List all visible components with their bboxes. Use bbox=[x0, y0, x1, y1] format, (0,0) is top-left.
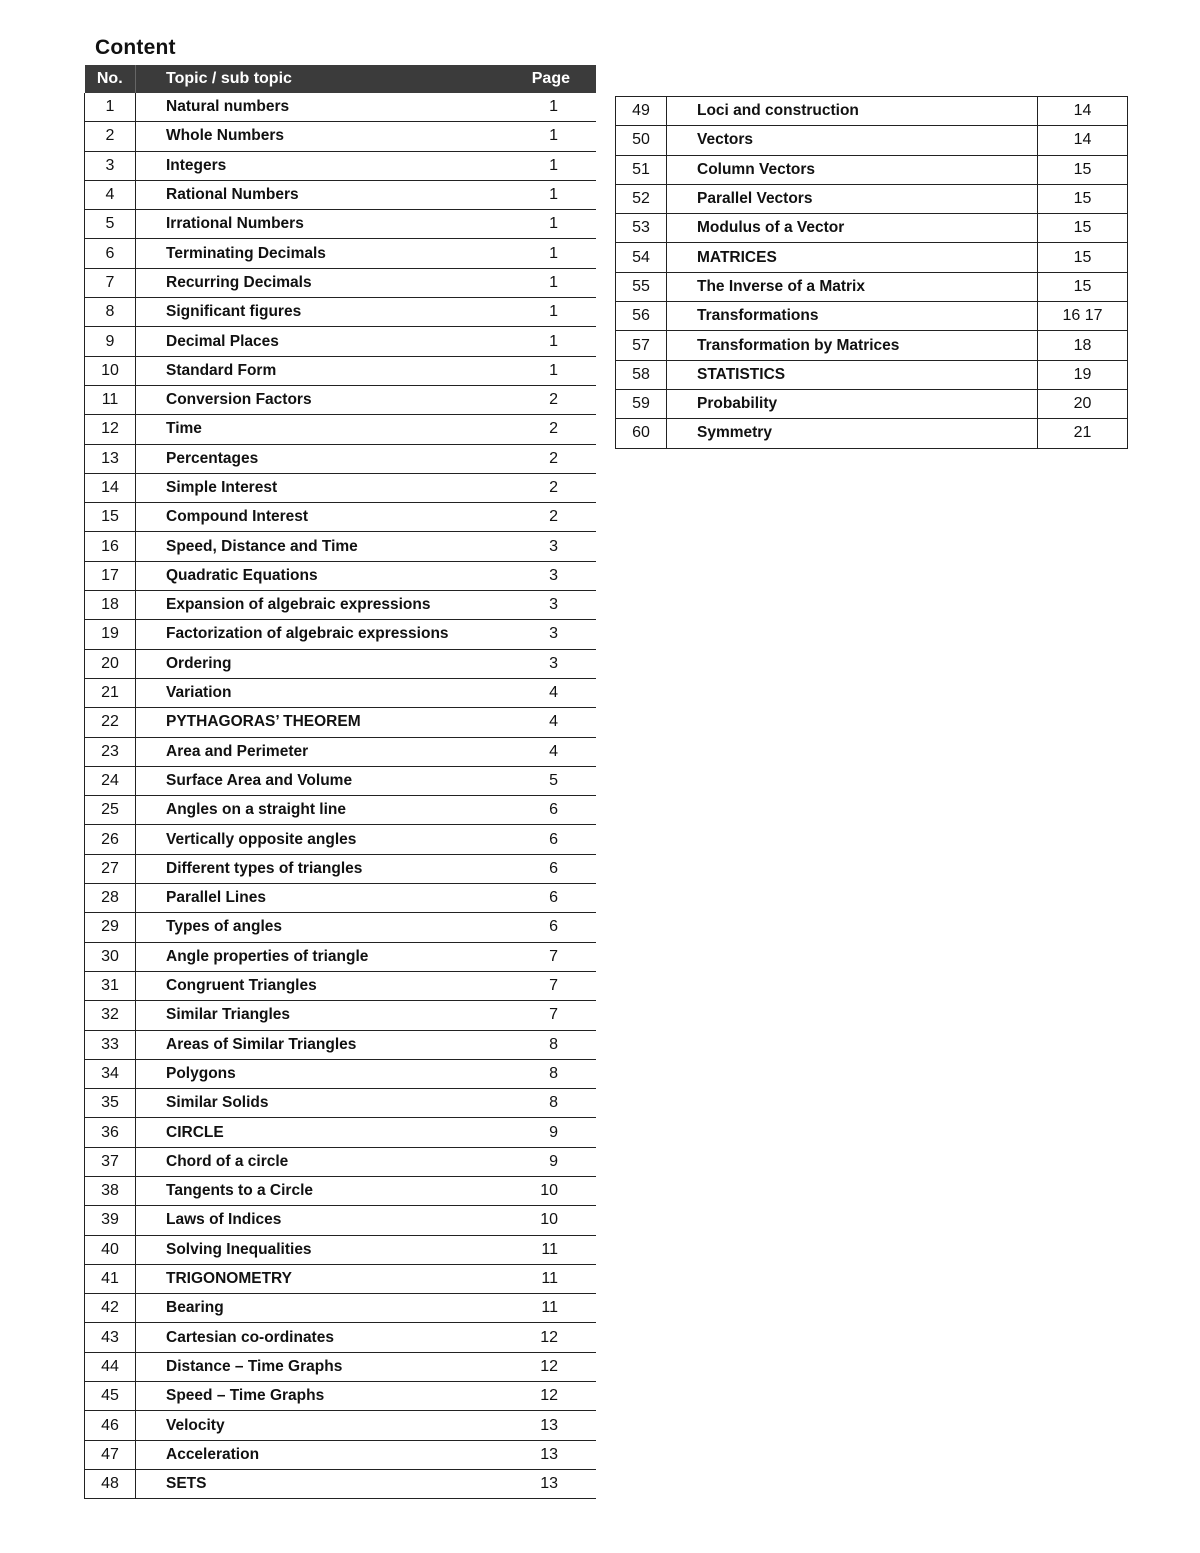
row-topic: Similar Solids bbox=[136, 1089, 487, 1118]
row-page: 1 bbox=[486, 298, 596, 327]
row-number: 25 bbox=[85, 796, 136, 825]
row-topic: Acceleration bbox=[136, 1440, 487, 1469]
row-page: 9 bbox=[486, 1147, 596, 1176]
table-row bbox=[85, 1001, 597, 1030]
row-page: 1 bbox=[486, 356, 596, 385]
row-page: 11 bbox=[486, 1294, 596, 1323]
table-row bbox=[616, 184, 1128, 213]
table-row bbox=[85, 825, 597, 854]
row-topic: Transformations bbox=[667, 302, 1038, 331]
table-row bbox=[85, 93, 597, 122]
row-number: 4 bbox=[85, 180, 136, 209]
row-topic: Symmetry bbox=[667, 419, 1038, 448]
row-number: 50 bbox=[616, 126, 667, 155]
table-row bbox=[85, 884, 597, 913]
row-number: 24 bbox=[85, 766, 136, 795]
row-number: 31 bbox=[85, 971, 136, 1000]
row-page: 15 bbox=[1038, 155, 1128, 184]
row-number: 23 bbox=[85, 737, 136, 766]
row-topic: Expansion of algebraic expressions bbox=[136, 591, 487, 620]
row-page: 15 bbox=[1038, 272, 1128, 301]
row-page: 8 bbox=[486, 1089, 596, 1118]
row-page: 6 bbox=[486, 913, 596, 942]
row-topic: Variation bbox=[136, 678, 487, 707]
row-topic: Natural numbers bbox=[136, 93, 487, 122]
table-row bbox=[85, 1030, 597, 1059]
row-number: 53 bbox=[616, 214, 667, 243]
row-topic: Transformation by Matrices bbox=[667, 331, 1038, 360]
row-topic: Ordering bbox=[136, 649, 487, 678]
row-number: 41 bbox=[85, 1264, 136, 1293]
row-topic: Simple Interest bbox=[136, 473, 487, 502]
row-page: 1 bbox=[486, 210, 596, 239]
row-page: 5 bbox=[486, 766, 596, 795]
row-number: 49 bbox=[616, 97, 667, 126]
row-number: 57 bbox=[616, 331, 667, 360]
row-number: 18 bbox=[85, 591, 136, 620]
table-row bbox=[616, 272, 1128, 301]
table-row bbox=[85, 122, 597, 151]
row-page: 1 bbox=[486, 151, 596, 180]
row-page: 1 bbox=[486, 93, 596, 122]
row-number: 43 bbox=[85, 1323, 136, 1352]
row-topic: Solving Inequalities bbox=[136, 1235, 487, 1264]
header-topic: Topic / sub topic bbox=[136, 65, 487, 93]
table-row bbox=[85, 1382, 597, 1411]
row-topic: Irrational Numbers bbox=[136, 210, 487, 239]
row-page: 6 bbox=[486, 854, 596, 883]
row-number: 22 bbox=[85, 708, 136, 737]
row-topic: Parallel Lines bbox=[136, 884, 487, 913]
table-row bbox=[85, 327, 597, 356]
row-page: 12 bbox=[486, 1352, 596, 1381]
table-row bbox=[85, 239, 597, 268]
row-page: 1 bbox=[486, 122, 596, 151]
row-page: 15 bbox=[1038, 214, 1128, 243]
row-topic: TRIGONOMETRY bbox=[136, 1264, 487, 1293]
row-number: 28 bbox=[85, 884, 136, 913]
row-number: 56 bbox=[616, 302, 667, 331]
table-row bbox=[85, 444, 597, 473]
table-row bbox=[616, 243, 1128, 272]
row-number: 2 bbox=[85, 122, 136, 151]
row-number: 58 bbox=[616, 360, 667, 389]
contents-table-right bbox=[615, 96, 1128, 449]
row-number: 13 bbox=[85, 444, 136, 473]
row-page: 1 bbox=[486, 180, 596, 209]
table-row bbox=[85, 1089, 597, 1118]
row-topic: Recurring Decimals bbox=[136, 268, 487, 297]
row-topic: Quadratic Equations bbox=[136, 561, 487, 590]
table-row bbox=[85, 1147, 597, 1176]
row-number: 33 bbox=[85, 1030, 136, 1059]
table-row bbox=[85, 1118, 597, 1147]
row-page: 13 bbox=[486, 1411, 596, 1440]
row-page: 19 bbox=[1038, 360, 1128, 389]
row-topic: Laws of Indices bbox=[136, 1206, 487, 1235]
row-page: 15 bbox=[1038, 243, 1128, 272]
table-row bbox=[85, 356, 597, 385]
row-number: 9 bbox=[85, 327, 136, 356]
row-number: 59 bbox=[616, 389, 667, 418]
row-number: 19 bbox=[85, 620, 136, 649]
table-row bbox=[616, 360, 1128, 389]
row-page: 21 bbox=[1038, 419, 1128, 448]
row-page: 1 bbox=[486, 268, 596, 297]
row-topic: Whole Numbers bbox=[136, 122, 487, 151]
row-topic: Areas of Similar Triangles bbox=[136, 1030, 487, 1059]
row-page: 14 bbox=[1038, 97, 1128, 126]
row-number: 60 bbox=[616, 419, 667, 448]
row-topic: Vectors bbox=[667, 126, 1038, 155]
row-topic: Angle properties of triangle bbox=[136, 942, 487, 971]
row-topic: Different types of triangles bbox=[136, 854, 487, 883]
row-topic: Congruent Triangles bbox=[136, 971, 487, 1000]
row-number: 16 bbox=[85, 532, 136, 561]
row-topic: Surface Area and Volume bbox=[136, 766, 487, 795]
contents-table-left bbox=[84, 65, 596, 1499]
table-row bbox=[616, 97, 1128, 126]
row-page: 12 bbox=[486, 1323, 596, 1352]
row-page: 16 17 bbox=[1038, 302, 1128, 331]
row-topic: MATRICES bbox=[667, 243, 1038, 272]
row-page: 15 bbox=[1038, 184, 1128, 213]
row-topic: Tangents to a Circle bbox=[136, 1176, 487, 1205]
row-page: 1 bbox=[486, 327, 596, 356]
table-row bbox=[85, 298, 597, 327]
row-number: 5 bbox=[85, 210, 136, 239]
row-page: 3 bbox=[486, 532, 596, 561]
row-topic: STATISTICS bbox=[667, 360, 1038, 389]
row-number: 38 bbox=[85, 1176, 136, 1205]
table-row bbox=[85, 1206, 597, 1235]
table-row bbox=[85, 1294, 597, 1323]
row-page: 4 bbox=[486, 737, 596, 766]
row-topic: Column Vectors bbox=[667, 155, 1038, 184]
row-topic: Chord of a circle bbox=[136, 1147, 487, 1176]
table-row bbox=[85, 1264, 597, 1293]
row-topic: Factorization of algebraic expressions bbox=[136, 620, 487, 649]
row-topic: Time bbox=[136, 415, 487, 444]
row-number: 51 bbox=[616, 155, 667, 184]
row-topic: Loci and construction bbox=[667, 97, 1038, 126]
table-row bbox=[85, 532, 597, 561]
row-topic: Bearing bbox=[136, 1294, 487, 1323]
row-topic: SETS bbox=[136, 1469, 487, 1498]
table-row bbox=[85, 620, 597, 649]
row-number: 26 bbox=[85, 825, 136, 854]
row-topic: Polygons bbox=[136, 1059, 487, 1088]
table-row bbox=[85, 942, 597, 971]
row-page: 13 bbox=[486, 1469, 596, 1498]
table-row bbox=[616, 302, 1128, 331]
row-number: 37 bbox=[85, 1147, 136, 1176]
row-page: 2 bbox=[486, 444, 596, 473]
row-page: 3 bbox=[486, 591, 596, 620]
table-row bbox=[85, 1469, 597, 1498]
row-page: 11 bbox=[486, 1264, 596, 1293]
table-row bbox=[85, 1440, 597, 1469]
row-topic: Velocity bbox=[136, 1411, 487, 1440]
row-topic: Integers bbox=[136, 151, 487, 180]
row-page: 11 bbox=[486, 1235, 596, 1264]
header-page: Page bbox=[486, 65, 596, 93]
table-row bbox=[616, 419, 1128, 448]
header-no: No. bbox=[85, 65, 136, 93]
row-topic: Conversion Factors bbox=[136, 385, 487, 414]
row-page: 3 bbox=[486, 649, 596, 678]
row-page: 7 bbox=[486, 942, 596, 971]
row-page: 8 bbox=[486, 1030, 596, 1059]
row-page: 4 bbox=[486, 678, 596, 707]
row-number: 3 bbox=[85, 151, 136, 180]
table-row bbox=[85, 268, 597, 297]
row-number: 8 bbox=[85, 298, 136, 327]
page-title: Content bbox=[95, 36, 176, 59]
row-page: 7 bbox=[486, 971, 596, 1000]
row-page: 4 bbox=[486, 708, 596, 737]
row-number: 30 bbox=[85, 942, 136, 971]
table-row bbox=[85, 1235, 597, 1264]
row-page: 18 bbox=[1038, 331, 1128, 360]
row-number: 21 bbox=[85, 678, 136, 707]
row-topic: Speed – Time Graphs bbox=[136, 1382, 487, 1411]
row-number: 7 bbox=[85, 268, 136, 297]
row-number: 6 bbox=[85, 239, 136, 268]
row-page: 2 bbox=[486, 503, 596, 532]
row-number: 17 bbox=[85, 561, 136, 590]
table-row bbox=[85, 561, 597, 590]
table-row bbox=[85, 1323, 597, 1352]
row-topic: Probability bbox=[667, 389, 1038, 418]
table-row bbox=[616, 155, 1128, 184]
row-page: 2 bbox=[486, 385, 596, 414]
row-page: 20 bbox=[1038, 389, 1128, 418]
row-page: 12 bbox=[486, 1382, 596, 1411]
row-page: 9 bbox=[486, 1118, 596, 1147]
row-number: 44 bbox=[85, 1352, 136, 1381]
table-row bbox=[85, 766, 597, 795]
row-number: 35 bbox=[85, 1089, 136, 1118]
row-number: 39 bbox=[85, 1206, 136, 1235]
table-row bbox=[85, 1176, 597, 1205]
row-topic: Rational Numbers bbox=[136, 180, 487, 209]
table-row bbox=[85, 415, 597, 444]
row-page: 3 bbox=[486, 561, 596, 590]
table-row bbox=[85, 503, 597, 532]
table-row bbox=[85, 649, 597, 678]
row-topic: Angles on a straight line bbox=[136, 796, 487, 825]
table-row bbox=[85, 591, 597, 620]
table-row bbox=[85, 971, 597, 1000]
row-page: 14 bbox=[1038, 126, 1128, 155]
row-topic: Terminating Decimals bbox=[136, 239, 487, 268]
row-page: 6 bbox=[486, 884, 596, 913]
table-row bbox=[85, 210, 597, 239]
row-number: 10 bbox=[85, 356, 136, 385]
table-row bbox=[85, 151, 597, 180]
row-number: 29 bbox=[85, 913, 136, 942]
row-number: 15 bbox=[85, 503, 136, 532]
row-topic: Parallel Vectors bbox=[667, 184, 1038, 213]
table-row bbox=[85, 385, 597, 414]
row-number: 48 bbox=[85, 1469, 136, 1498]
row-topic: Modulus of a Vector bbox=[667, 214, 1038, 243]
row-topic: Distance – Time Graphs bbox=[136, 1352, 487, 1381]
row-number: 27 bbox=[85, 854, 136, 883]
row-number: 46 bbox=[85, 1411, 136, 1440]
row-topic: Significant figures bbox=[136, 298, 487, 327]
table-row bbox=[616, 126, 1128, 155]
row-topic: Compound Interest bbox=[136, 503, 487, 532]
table-row bbox=[85, 1411, 597, 1440]
row-topic: Similar Triangles bbox=[136, 1001, 487, 1030]
row-number: 42 bbox=[85, 1294, 136, 1323]
table-row bbox=[616, 214, 1128, 243]
row-page: 6 bbox=[486, 796, 596, 825]
row-number: 20 bbox=[85, 649, 136, 678]
row-number: 54 bbox=[616, 243, 667, 272]
table-row bbox=[85, 913, 597, 942]
row-topic: Standard Form bbox=[136, 356, 487, 385]
row-topic: Area and Perimeter bbox=[136, 737, 487, 766]
row-number: 34 bbox=[85, 1059, 136, 1088]
row-number: 55 bbox=[616, 272, 667, 301]
row-number: 12 bbox=[85, 415, 136, 444]
table-row bbox=[85, 708, 597, 737]
row-topic: The Inverse of a Matrix bbox=[667, 272, 1038, 301]
table-row bbox=[85, 678, 597, 707]
row-topic: CIRCLE bbox=[136, 1118, 487, 1147]
row-page: 1 bbox=[486, 239, 596, 268]
table-row bbox=[85, 1059, 597, 1088]
row-page: 3 bbox=[486, 620, 596, 649]
table-row bbox=[616, 331, 1128, 360]
table-row bbox=[616, 389, 1128, 418]
table-row bbox=[85, 1352, 597, 1381]
row-number: 32 bbox=[85, 1001, 136, 1030]
row-number: 14 bbox=[85, 473, 136, 502]
row-page: 6 bbox=[486, 825, 596, 854]
table-row bbox=[85, 473, 597, 502]
row-page: 13 bbox=[486, 1440, 596, 1469]
row-number: 11 bbox=[85, 385, 136, 414]
table-header-row bbox=[85, 65, 597, 93]
row-page: 8 bbox=[486, 1059, 596, 1088]
table-row bbox=[85, 854, 597, 883]
row-number: 1 bbox=[85, 93, 136, 122]
row-page: 10 bbox=[486, 1206, 596, 1235]
row-number: 40 bbox=[85, 1235, 136, 1264]
row-page: 10 bbox=[486, 1176, 596, 1205]
row-page: 7 bbox=[486, 1001, 596, 1030]
table-row bbox=[85, 180, 597, 209]
row-topic: Percentages bbox=[136, 444, 487, 473]
row-topic: Types of angles bbox=[136, 913, 487, 942]
row-topic: Speed, Distance and Time bbox=[136, 532, 487, 561]
row-topic: PYTHAGORAS’ THEOREM bbox=[136, 708, 487, 737]
row-topic: Cartesian co-ordinates bbox=[136, 1323, 487, 1352]
row-number: 52 bbox=[616, 184, 667, 213]
table-row bbox=[85, 796, 597, 825]
table-row bbox=[85, 737, 597, 766]
row-number: 36 bbox=[85, 1118, 136, 1147]
row-topic: Decimal Places bbox=[136, 327, 487, 356]
row-page: 2 bbox=[486, 473, 596, 502]
row-number: 47 bbox=[85, 1440, 136, 1469]
row-page: 2 bbox=[486, 415, 596, 444]
row-topic: Vertically opposite angles bbox=[136, 825, 487, 854]
row-number: 45 bbox=[85, 1382, 136, 1411]
